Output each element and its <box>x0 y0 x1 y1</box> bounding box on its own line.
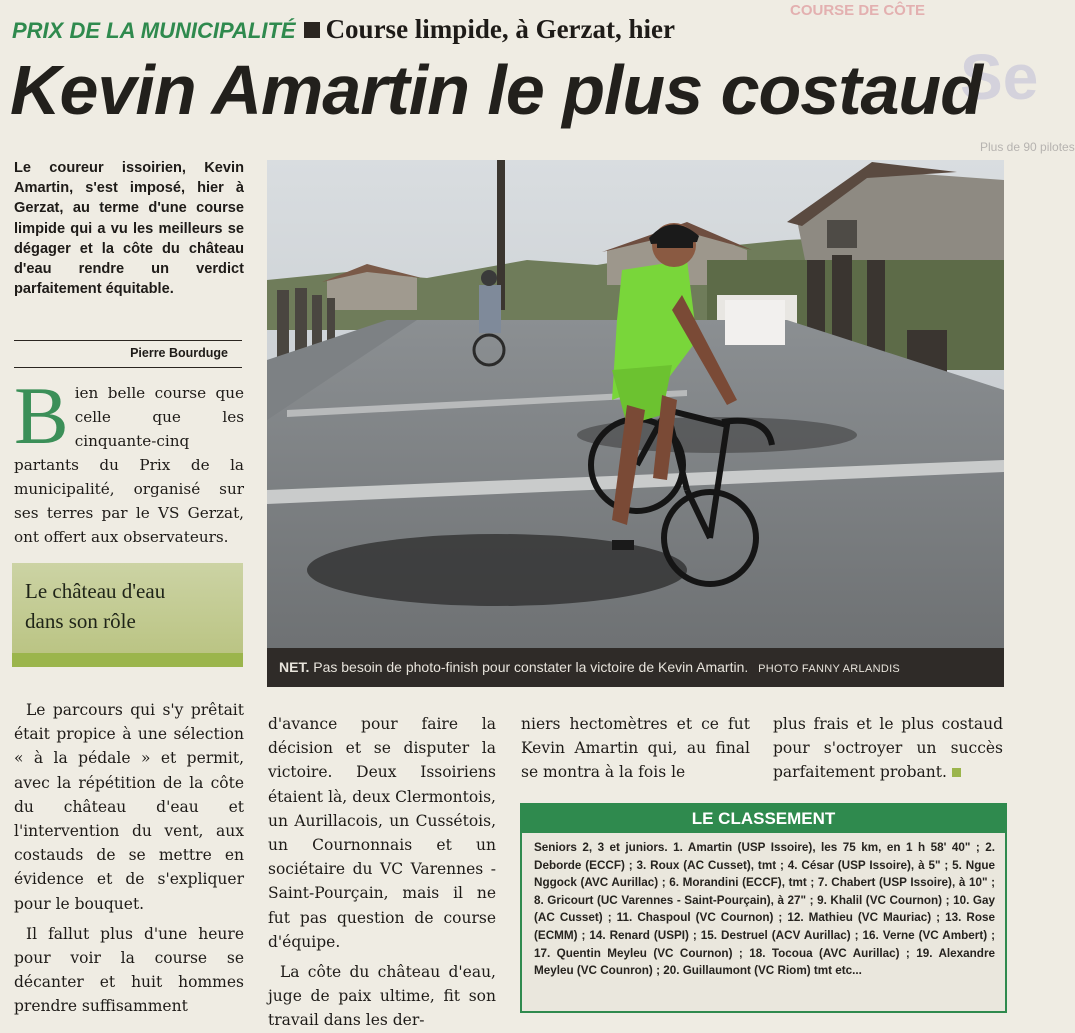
body-paragraph: Le parcours qui s'y prêtait était propice à une sélection « à la pédale » et permit, avec la répétition de la côte du château d'eau et l'intervention du vent, aux costauds de se mettre en évidence et de s'expliquer pour le bouquet. <box>14 701 244 913</box>
body-paragraph: Il fallut plus d'une heure pour voir la course se décanter et huit hommes prendre suffisamment <box>14 924 244 1016</box>
neighbor-text: Plus de 90 pilotes <box>980 140 1075 154</box>
end-mark-icon <box>952 768 961 777</box>
cyclist-photo-illustration <box>267 160 1004 687</box>
body-column-2 <box>268 712 496 1033</box>
divider <box>14 340 242 341</box>
kicker <box>12 14 675 45</box>
standfirst: Le coureur issoirien, Kevin Amartin, s'est imposé, hier à Gerzat, au terme d'une course limpide qui a vu les meilleurs se dégager et la côte du château d'eau rendre un verdict parfaitement équitable. <box>14 160 244 298</box>
results-list: 1. Amartin (USP Issoire), les 75 km, en 1 h 58' 40" ; 2. Deborde (ECCF) ; 3. Roux (AC Cusset), tmt ; 4. César (USP Issoire), à 5" ; 5. Ngue Nggock (AVC Aurillac) ; 6. Morandini (ECCF), tmt ; 7. Chabert (USP Issoire), à 10" ; 8. Gricourt (UC Varennes - Saint-Pourçain), à 27" ; 9. Khalil (VC Cournon) ; 10. Gay (AC Cusset) ; 11. Chaspoul (VC Cournon) ; 12. Mathieu (VC Mauriac) ; 13. Rose (ECMM) ; 14. Renard (USPI) ; 15. Destruel (ACV Aurillac) ; 16. Verne (VC Ambert) ; 17. Quentin Meyleu (VC Cournon) ; 18. Tocoua (AVC Aurillac) ; 19. Alexandre Meyleu (VC Counron) ; 20. Guillaumont (VC Riom) tmt etc... <box>534 841 995 978</box>
crosshead-box <box>12 563 243 667</box>
neighbor-rubric: COURSE DE CÔTE <box>790 2 926 19</box>
crosshead <box>25 576 165 636</box>
byline: Pierre Bourduge <box>130 346 228 360</box>
results-box <box>520 803 1007 1013</box>
crosshead-line: Le château d'eau <box>25 579 166 603</box>
rubric: PRIX DE LA MUNICIPALITÉ <box>12 18 296 43</box>
body-paragraph: plus frais et le plus costaud pour s'octroyer un succès parfaitement probant. <box>773 715 1003 782</box>
photo-credit: PHOTO FANNY ARLANDIS <box>758 663 901 675</box>
intro-text: ien belle course que celle que les cinquante-cinq partants du Prix de la municipalité, organisé sur ses terres par le VS Gerzat, ont offert aux observateurs. <box>14 384 244 546</box>
neighbor-headline: Se <box>960 41 1039 113</box>
drop-cap: B <box>14 370 69 461</box>
subtitle: Course limpide, à Gerzat, hier <box>325 14 675 44</box>
photo-caption <box>267 648 1004 687</box>
crosshead-line: dans son rôle <box>25 609 136 633</box>
divider <box>14 367 242 368</box>
headline: Kevin Amartin le plus costaud <box>10 51 982 129</box>
caption-text: Pas besoin de photo-finish pour constater la victoire de Kevin Amartin. <box>313 659 749 675</box>
race-photo <box>267 160 1004 687</box>
body-paragraph: d'avance pour faire la décision et se disputer la victoire. Deux Issoiriens étaient là, deux Clermontois, un Aurillacois, un Cussétois, un Cournonnais et un sociétaire du VC Varennes - Saint-Pourçain, mais il ne fut pas question de course d'équipe. <box>268 715 496 951</box>
crosshead-bar <box>12 653 243 667</box>
body-paragraph: La côte du château d'eau, juge de paix ultime, fit son travail dans les der- <box>268 963 496 1030</box>
body-column-4 <box>773 712 1003 785</box>
body-column-1 <box>14 698 244 1019</box>
body-column-3 <box>521 712 750 785</box>
body-paragraph: niers hectomètres et ce fut Kevin Amartin qui, au final se montra à la fois le <box>521 715 750 782</box>
caption-lead: NET. <box>279 659 310 675</box>
results-category: Seniors 2, 3 et juniors. <box>534 841 668 854</box>
intro-paragraph <box>14 370 244 549</box>
results-text <box>522 833 1005 980</box>
square-bullet-icon <box>304 22 320 38</box>
results-title: LE CLASSEMENT <box>522 805 1005 833</box>
